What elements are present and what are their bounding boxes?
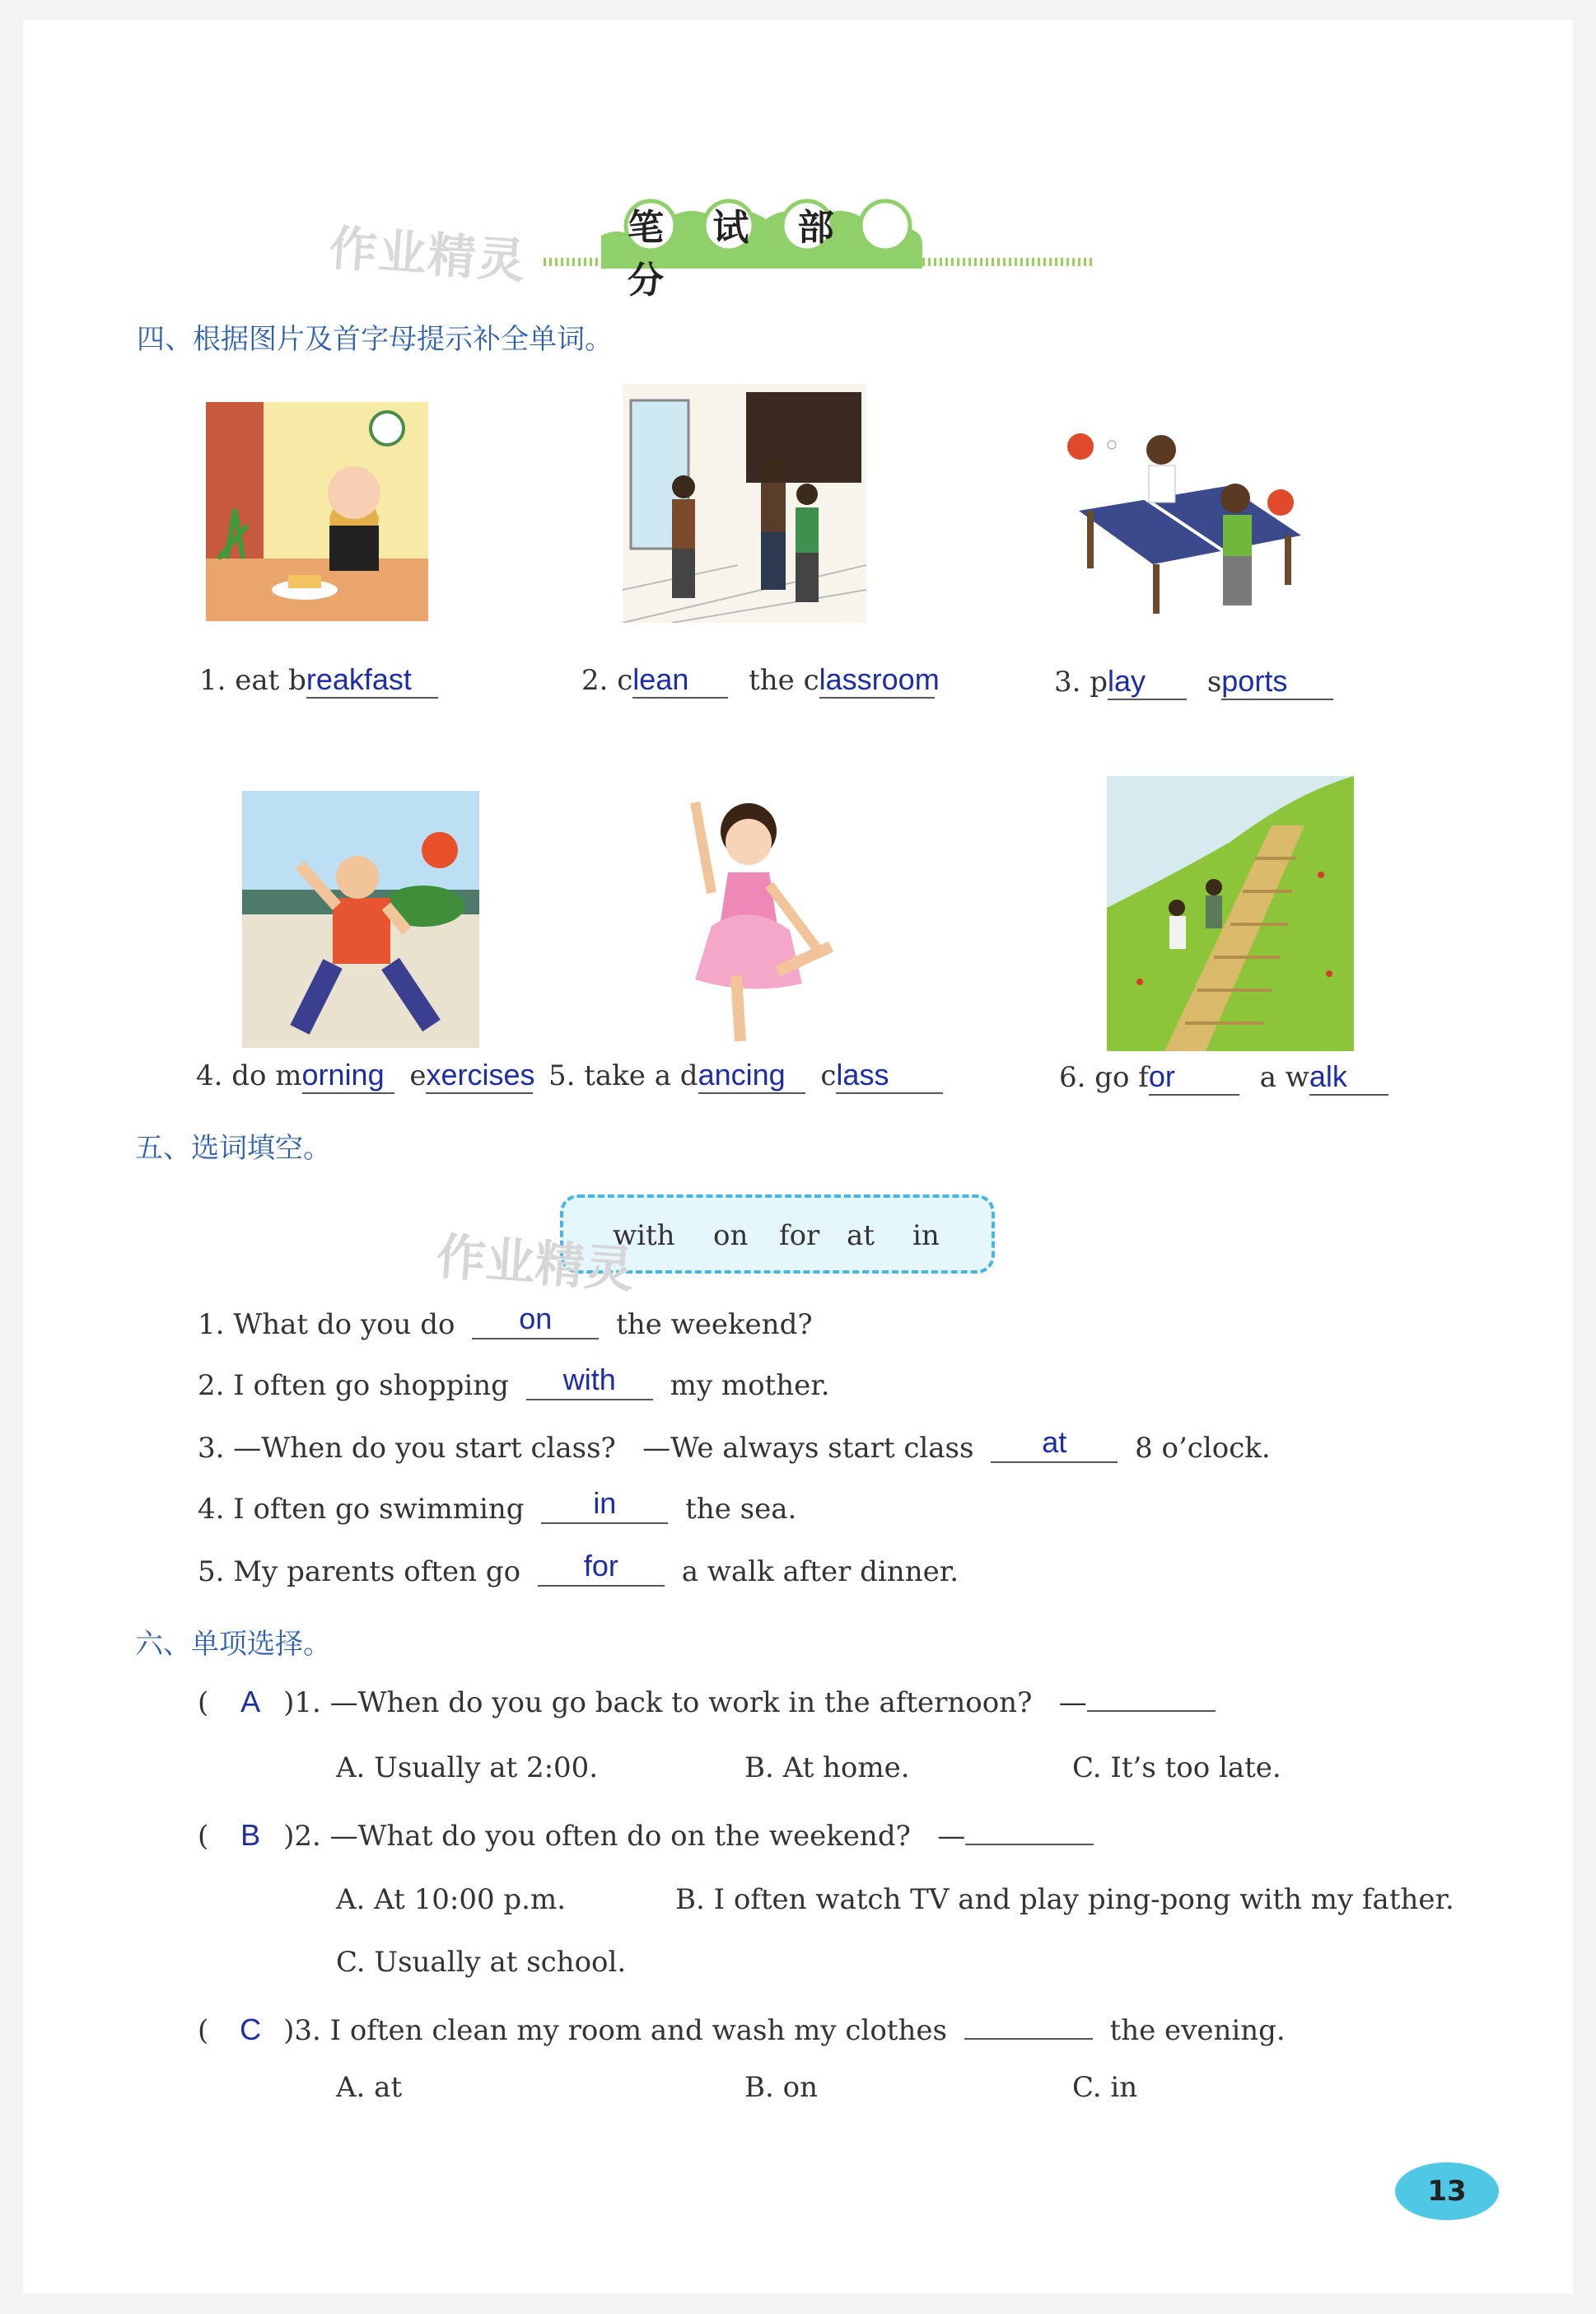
banner-title: 笔 试 部 分	[628, 207, 852, 302]
s5-item-3-post: 8 o’clock.	[1135, 1432, 1271, 1465]
word-bank-word: in	[912, 1219, 940, 1252]
s4-item-6-text: 6. go f	[1059, 1061, 1149, 1094]
s6-q3-answer[interactable]: C	[240, 2012, 262, 2046]
s6-q1-open-paren: (	[198, 1686, 209, 1719]
s4-item-1-text: 1. eat b	[199, 664, 306, 697]
page-number: 13	[1395, 2162, 1499, 2220]
picture-eat-breakfast	[206, 402, 428, 621]
s6-q3-blank[interactable]	[964, 2010, 1093, 2040]
s6-q3-option-c[interactable]: C. in	[1072, 2071, 1138, 2104]
s5-item-2-text: 2. I often go shopping	[198, 1369, 509, 1402]
word-bank-word: on	[713, 1219, 749, 1252]
word-bank-word: at	[847, 1219, 875, 1252]
s5-item-2-blank[interactable]	[526, 1363, 653, 1400]
s4-item-5-text: 5. take a d	[548, 1059, 698, 1092]
s5-item-4-answer: in	[593, 1486, 617, 1520]
s4-item-1	[199, 662, 438, 699]
s4-item-3	[1054, 664, 1333, 700]
s4-item-3-text: 3. p	[1054, 666, 1108, 699]
s5-item-1	[198, 1302, 813, 1341]
s4-item-6	[1059, 1059, 1388, 1096]
s6-q1-option-b[interactable]: B. At home.	[744, 1751, 910, 1784]
s4-item-6-answer2[interactable]: alk	[1309, 1059, 1388, 1096]
watermark-top: 作业精灵	[327, 219, 529, 290]
s6-q3-open-paren: (	[198, 2014, 209, 2047]
s5-item-3-blank[interactable]	[991, 1425, 1118, 1463]
s4-item-5-answer2[interactable]: lass	[836, 1058, 943, 1094]
s5-item-5-blank[interactable]	[538, 1549, 665, 1587]
s5-item-4	[198, 1486, 797, 1526]
picture-play-sports	[1062, 420, 1309, 618]
s5-item-4-blank[interactable]	[541, 1486, 668, 1524]
s6-q2-text: )2. —What do you often do on the weekend? —	[283, 1820, 966, 1853]
s5-item-5-text: 5. My parents often go	[198, 1555, 521, 1588]
s6-question-1	[198, 1682, 1216, 1719]
picture-go-for-a-walk	[1107, 776, 1354, 1051]
s4-item-2-answer1[interactable]: lean	[632, 662, 728, 699]
s5-item-5	[198, 1549, 959, 1588]
s4-item-2-answer2[interactable]: lassroom	[819, 662, 935, 699]
s5-item-3-text: 3. —When do you start class? —We always start class	[198, 1432, 974, 1465]
s4-item-3-mid: s	[1198, 666, 1222, 699]
s6-q1-answer[interactable]: A	[240, 1685, 261, 1718]
s4-item-2-mid: the c	[740, 664, 819, 697]
s6-q2-answer[interactable]: B	[240, 1818, 261, 1852]
s5-item-5-post: a walk after dinner.	[681, 1555, 959, 1588]
s6-q1-option-c[interactable]: C. It’s too late.	[1072, 1751, 1281, 1784]
s6-q2-blank[interactable]	[965, 1816, 1094, 1845]
section5-heading: 五、选词填空。	[135, 1132, 331, 1165]
s4-item-4-answer1[interactable]: orning	[302, 1058, 394, 1094]
s5-item-3-answer: at	[1042, 1425, 1067, 1459]
s6-q2-open-paren: (	[198, 1820, 209, 1853]
s4-item-4	[196, 1058, 533, 1094]
s4-item-4-mid: e	[400, 1059, 427, 1092]
s6-q1-option-a[interactable]: A. Usually at 2:00.	[336, 1751, 599, 1784]
s4-item-6-answer1[interactable]: or	[1149, 1059, 1239, 1096]
s4-item-2-text: 2. c	[581, 664, 633, 697]
picture-morning-exercises	[242, 791, 479, 1048]
s4-item-4-text: 4. do m	[196, 1059, 302, 1092]
word-bank-word: with	[613, 1219, 675, 1252]
s4-item-5-answer1[interactable]: ancing	[698, 1058, 805, 1094]
s5-item-2-post: my mother.	[670, 1369, 830, 1402]
s6-q3-option-a[interactable]: A. at	[336, 2071, 403, 2104]
s4-item-5	[548, 1058, 943, 1094]
s6-q2-option-c[interactable]: C. Usually at school.	[336, 1946, 627, 1979]
s4-item-2	[581, 662, 940, 699]
s5-item-2-answer: with	[562, 1363, 616, 1396]
s5-item-2	[198, 1363, 830, 1402]
s6-question-2	[198, 1816, 1094, 1853]
s5-item-1-answer: on	[519, 1302, 553, 1335]
section6-heading: 六、单项选择。	[135, 1628, 331, 1661]
s5-item-4-post: the sea.	[685, 1493, 797, 1526]
watermark-middle: 作业精灵	[434, 1227, 636, 1300]
s4-item-3-answer2[interactable]: ports	[1221, 664, 1333, 700]
picture-dancing-class	[646, 794, 843, 1051]
s5-item-4-text: 4. I often go swimming	[198, 1493, 525, 1526]
s4-item-1-answer[interactable]: reakfast	[306, 662, 438, 699]
s5-item-1-text: 1. What do you do	[198, 1308, 455, 1341]
s6-q3-option-b[interactable]: B. on	[744, 2071, 818, 2104]
s6-q1-text: )1. —When do you go back to work in the afternoon? —	[283, 1686, 1087, 1719]
s4-item-5-mid: c	[811, 1059, 837, 1092]
s5-item-1-post: the weekend?	[616, 1308, 813, 1341]
s4-item-3-answer1[interactable]: lay	[1108, 664, 1187, 700]
s6-q3-text: )3. I often clean my room and wash my clothes	[283, 2014, 947, 2047]
s6-question-3	[198, 2010, 1286, 2047]
picture-clean-classroom	[623, 384, 866, 623]
s6-q2-option-b[interactable]: B. I often watch TV and play ping-pong with my father.	[675, 1883, 1454, 1916]
s6-q1-blank[interactable]	[1087, 1682, 1216, 1712]
s4-item-6-mid: a w	[1250, 1061, 1309, 1094]
s5-item-5-answer: for	[583, 1549, 618, 1582]
s4-item-4-answer2[interactable]: xercises	[426, 1058, 533, 1094]
word-bank-word: for	[779, 1219, 820, 1252]
s6-q3-post: the evening.	[1109, 2014, 1286, 2047]
s5-item-3	[198, 1425, 1271, 1465]
s6-q2-option-a[interactable]: A. At 10:00 p.m.	[336, 1883, 567, 1916]
s5-item-1-blank[interactable]	[472, 1302, 599, 1339]
section4-heading: 四、根据图片及首字母提示补全单词。	[137, 323, 613, 356]
